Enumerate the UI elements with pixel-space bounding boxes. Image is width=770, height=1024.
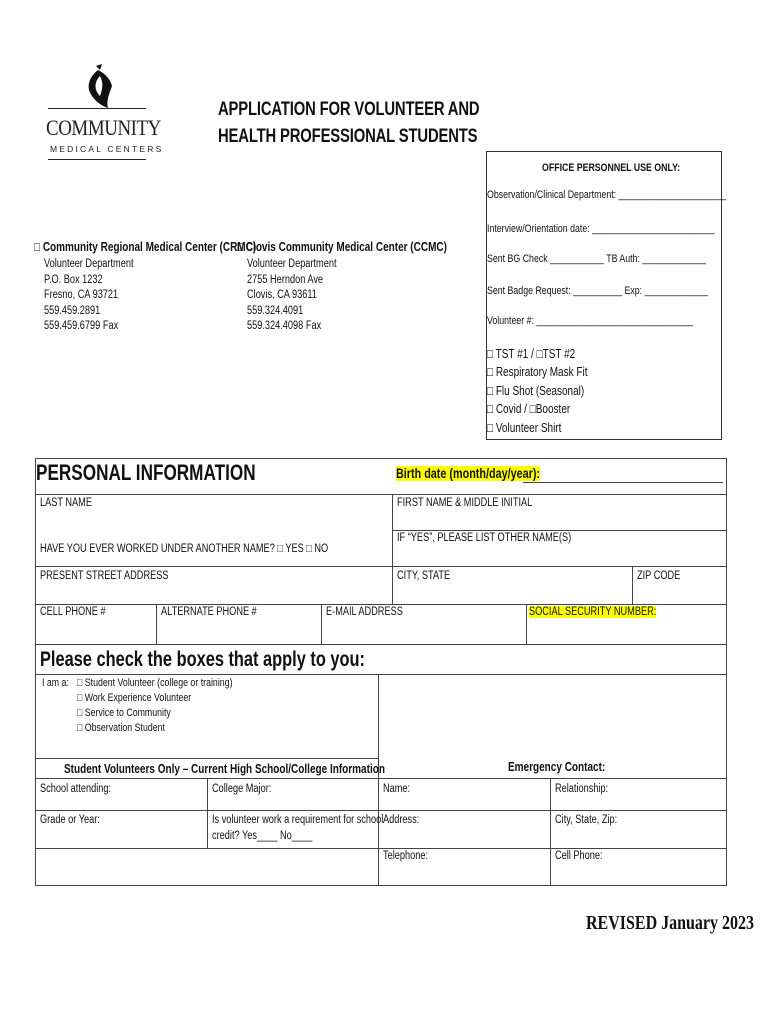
- volunteer-number-field[interactable]: Volunteer #: ________________________________: [487, 315, 694, 327]
- emergency-address-field[interactable]: Address:: [383, 814, 420, 826]
- last-name-field[interactable]: LAST NAME: [40, 497, 92, 509]
- crmc-checkbox[interactable]: □ Community Regional Medical Center (CRMC): [34, 240, 257, 254]
- i-am-label: I am a:: [42, 677, 69, 689]
- observation-field[interactable]: Observation/Clinical Department: ______________________: [487, 189, 727, 201]
- student-info-heading: Student Volunteers Only – Current High School/College Information: [64, 762, 385, 776]
- community-logo: [44, 64, 164, 160]
- ccmc-checkbox[interactable]: □ Clovis Community Medical Center (CCMC): [237, 240, 447, 254]
- requirement-question-line2[interactable]: credit? Yes____ No____: [212, 830, 313, 842]
- ccmc-address: Volunteer Department 2755 Herndon Ave Clovis, CA 93611 559.324.4091 559.324.4098 Fax: [247, 258, 337, 332]
- emergency-name-field[interactable]: Name:: [383, 783, 411, 795]
- grade-year-field[interactable]: Grade or Year:: [40, 814, 100, 826]
- form-title-line1: APPLICATION FOR VOLUNTEER AND: [218, 99, 480, 120]
- requirement-question-line1: Is volunteer work a requirement for school: [212, 814, 384, 826]
- personal-info-heading: PERSONAL INFORMATION: [36, 460, 256, 485]
- interview-field[interactable]: Interview/Orientation date: _________________________: [487, 223, 715, 235]
- emergency-telephone-field[interactable]: Telephone:: [383, 850, 429, 862]
- cell-phone-field[interactable]: CELL PHONE #: [40, 606, 106, 618]
- worked-other-name-question[interactable]: HAVE YOU EVER WORKED UNDER ANOTHER NAME? □ YES □ NO: [40, 543, 329, 555]
- emergency-contact-heading: Emergency Contact:: [508, 760, 606, 774]
- logo-subtitle: MEDICAL CENTERS: [50, 144, 164, 154]
- city-state-field[interactable]: CITY, STATE: [397, 570, 451, 582]
- street-address-field[interactable]: PRESENT STREET ADDRESS: [40, 570, 169, 582]
- college-major-field[interactable]: College Major:: [212, 783, 272, 795]
- email-field[interactable]: E-MAIL ADDRESS: [326, 606, 403, 618]
- other-names-field[interactable]: IF “YES”, PLEASE LIST OTHER NAME(S): [397, 532, 572, 544]
- zip-code-field[interactable]: ZIP CODE: [637, 570, 681, 582]
- logo-mark-icon: [84, 64, 114, 110]
- crmc-address: Volunteer Department P.O. Box 1232 Fresno, CA 93721 559.459.2891 559.459.6799 Fax: [44, 258, 134, 332]
- covid-checkbox[interactable]: □ Covid / □Booster: [487, 402, 571, 416]
- birth-date-label: Birth date (month/day/year):: [396, 466, 541, 481]
- bg-check-field[interactable]: Sent BG Check ___________ TB Auth: _____________: [487, 253, 707, 265]
- shirt-checkbox[interactable]: □ Volunteer Shirt: [487, 421, 562, 435]
- work-experience-checkbox[interactable]: □ Work Experience Volunteer: [77, 692, 192, 704]
- mask-fit-checkbox[interactable]: □ Respiratory Mask Fit: [487, 365, 588, 379]
- office-heading: OFFICE PERSONNEL USE ONLY:: [542, 162, 681, 174]
- first-name-field[interactable]: FIRST NAME & MIDDLE INITIAL: [397, 497, 533, 509]
- alternate-phone-field[interactable]: ALTERNATE PHONE #: [161, 606, 257, 618]
- flu-shot-checkbox[interactable]: □ Flu Shot (Seasonal): [487, 384, 585, 398]
- logo-name: COMMUNITY: [46, 115, 161, 140]
- emergency-relationship-field[interactable]: Relationship:: [555, 783, 609, 795]
- revision-date: REVISED January 2023: [586, 912, 755, 934]
- check-boxes-heading: Please check the boxes that apply to you:: [40, 648, 365, 671]
- service-community-checkbox[interactable]: □ Service to Community: [77, 707, 171, 719]
- observation-student-checkbox[interactable]: □ Observation Student: [77, 722, 165, 734]
- tst-checkbox[interactable]: □ TST #1 / □TST #2: [487, 347, 576, 361]
- emergency-city-field[interactable]: City, State, Zip:: [555, 814, 618, 826]
- student-volunteer-checkbox[interactable]: □ Student Volunteer (college or training): [77, 677, 233, 689]
- school-attending-field[interactable]: School attending:: [40, 783, 112, 795]
- emergency-cell-field[interactable]: Cell Phone:: [555, 850, 603, 862]
- badge-request-field[interactable]: Sent Badge Request: __________ Exp: _____________: [487, 285, 709, 297]
- form-title-line2: HEALTH PROFESSIONAL STUDENTS: [218, 126, 478, 147]
- ssn-field[interactable]: SOCIAL SECURITY NUMBER:: [529, 606, 657, 618]
- birth-date-input[interactable]: [523, 482, 723, 483]
